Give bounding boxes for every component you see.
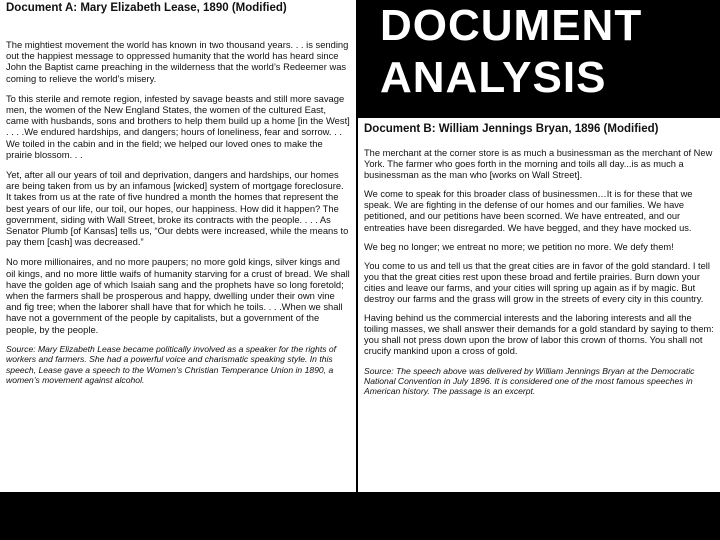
document-a-source: Source: Mary Elizabeth Lease became politically involved as a speaker for the rights of workers and farmers. She had a powerful voice and charismatic speaking style. In this speech, Lease gave a speech to the Women’s Christian Temperance Union in 1890, a women’s movement against alcohol. xyxy=(6,343,337,386)
document-b-paragraph: Having behind us the commercial interests and the laboring interests and all the toiling masses, we shall answer their demands for a gold standard by saying to them: you shall not press down upon the brow of labor this crown of thorns. You shall not crucify mankind upon a cross of gold. xyxy=(364,313,714,357)
document-b-paragraph: We come to speak for this broader class of businessmen…It is for these that we speak. We are fighting in the defense of our homes and our families. We have petitioned, and our petitions have been scorned. We have entreated, and our entreaties have been disregarded. We have begged, and they have mocked us. xyxy=(364,189,693,233)
document-b-title: Document B: William Jennings Bryan, 1896 (Modified) xyxy=(364,123,659,135)
document-a-panel xyxy=(0,0,356,492)
document-b-panel xyxy=(358,118,720,492)
slide-title-line2: ANALYSIS xyxy=(380,53,607,102)
document-a-paragraph: No more millionaires, and no more paupers; no more gold kings, silver kings and oil kings, and no more little waifs of humanity starving for a crust of bread. We shall have the golden age of which Isaiah sang and the prophets have so long foretold; when the farmers shall be prosperous and happy, dwelling under their own vine and fig tree; when the laborer shall have that for which he toils. . . .When we shall have not a government of the people by capitalists, but a government of the people, by the people. xyxy=(6,256,350,335)
document-a-title: Document A: Mary Elizabeth Lease, 1890 (Modified) xyxy=(6,2,287,14)
slide-title-line1: DOCUMENT xyxy=(380,1,643,50)
document-a-paragraph: The mightiest movement the world has known in two thousand years. . . is sending out the happiest message to oppressed humanity that the world has heard since John the Baptist came preaching in the wilderness that the world’s Redeemer was coming to relieve the world’s misery. xyxy=(6,39,349,84)
document-a-paragraph: Yet, after all our years of toil and deprivation, dangers and hardships, our homes are being taken from us by an infamous [wicked] system of mortgage foreclosure. It takes from us at the rate of five hundred a month the homes that represent the best years of our life, our toil, our hopes, our happiness. How did it happen? The government, siding with Wall Street, broke its contracts with the people. . . . As Senator Plumb [of Kansas] tells us, “Our debts were increased, while the means to pay them [cash] was decreased.” xyxy=(6,169,349,248)
document-b-paragraph: You come to us and tell us that the great cities are in favor of the gold standard. I tell you that the great cities rest upon these broad and fertile prairies. Burn down your cities and leave our farms, and your cities will spring up again as if by magic. But destroy our farms and the grass will grow in the streets of every city in this country. xyxy=(364,260,710,305)
document-a-paragraph: To this sterile and remote region, infested by savage beasts and still more savage men, the women of the New England States, the women of the cultured East, came with husbands, sons and brothers to help them build up a home [in the West] . . . .We endured hardships, and dangers; hours of loneliness, fear and sorrow. . . We toiled in the cabin and in the field; we helped our loved ones to make the prairie blossom. . . xyxy=(6,92,350,160)
document-b-paragraph: We beg no longer; we entreat no more; we petition no more. We defy them! xyxy=(364,241,674,252)
slide-title xyxy=(380,0,710,104)
document-b-source: Source: The speech above was delivered by William Jennings Bryan at the Democratic National Convention in July 1896. It is considered one of the most famous speeches in American history. The passage is an excerpt. xyxy=(364,365,695,397)
document-b-paragraph: The merchant at the corner store is as much a businessman as the merchant of New York. The farmer who goes forth in the morning and toils all day...is as much a businessman as the man who [works on Wall Street]. xyxy=(364,148,713,181)
